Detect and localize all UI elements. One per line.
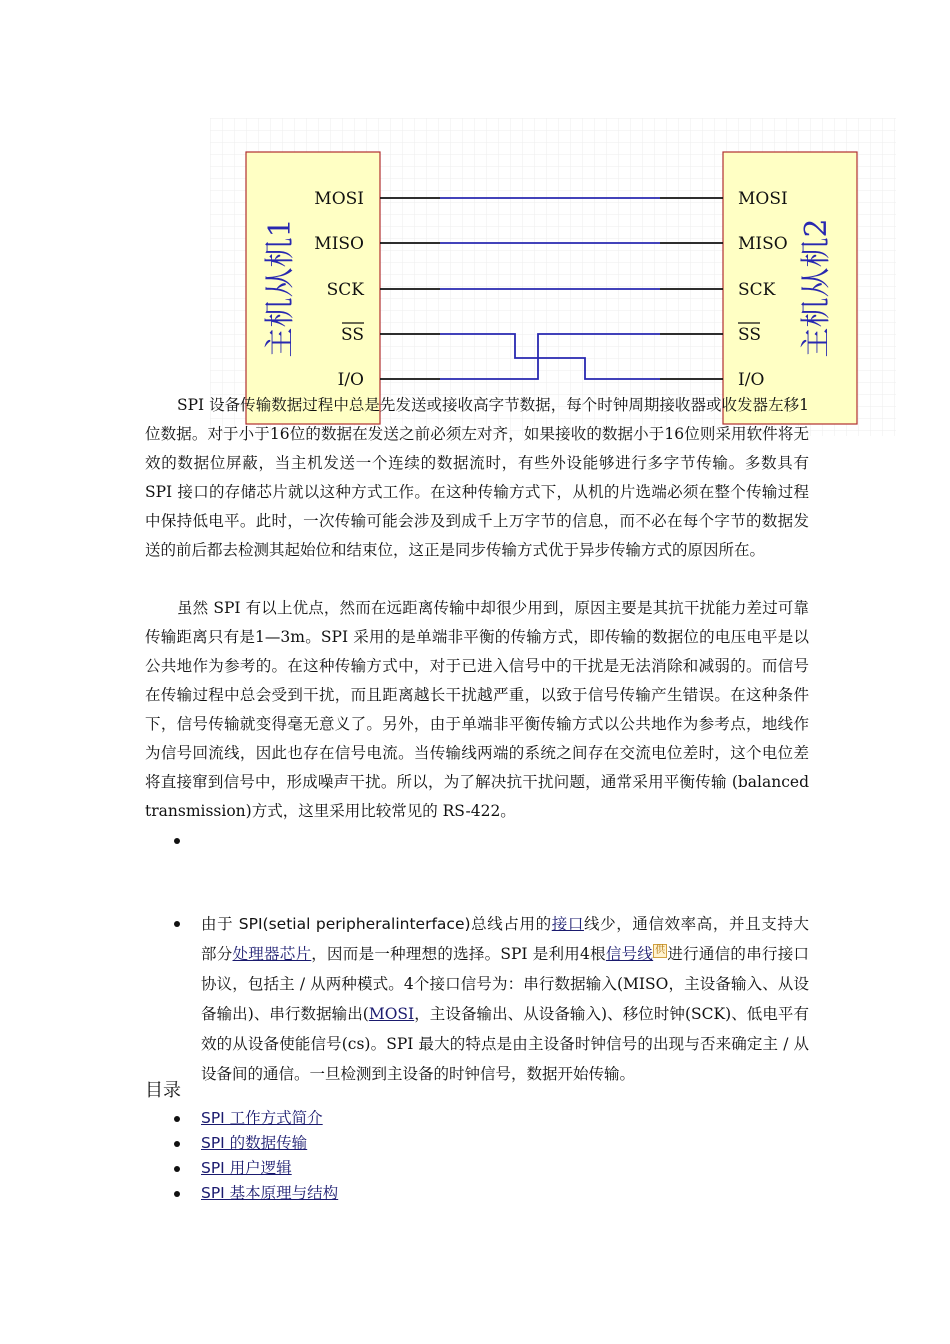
toc-link-user-logic[interactable]: SPI 用户逻辑: [201, 1159, 292, 1177]
right-pin-ss: SS: [738, 325, 761, 345]
left-pin-io: I/O: [337, 370, 364, 390]
right-pin-miso: MISO: [738, 234, 788, 254]
left-device-label: 主机从机1: [263, 218, 298, 358]
link-interface[interactable]: 接口: [551, 915, 584, 933]
toc-item: [172, 1181, 338, 1206]
link-mosi[interactable]: MOSI: [368, 1005, 415, 1023]
spi-connection-diagram: [210, 118, 896, 436]
right-pin-mosi: MOSI: [738, 189, 788, 209]
right-device-label: 主机从机2: [799, 218, 834, 358]
left-pin-miso: MISO: [314, 234, 364, 254]
paragraph-spi-intro: 由于 SPI(setial peripheralinterface)总线占用的接口线少，通信效率高，并且支持大部分处理器芯片，因而是一种理想的选择。SPI 是利用4根信号线 供 进行通信的串行接口协议，包括主 / 从两种模式。4个接口信号为：串行数据输入(MISO，主设备输入、从设备输出)、串行数据输出(MOSI，主设备输出、从设备输入)、移位时钟(SCK)、低电平有效的从设备使能信号(cs)。SPI 最大的特点是由主设备时钟信号的出现与否来确定主 / 从设备间的通信。一旦检测到主设备的时钟信号，数据开始传输。: [201, 915, 809, 1083]
right-pin-io: I/O: [738, 370, 765, 390]
toc-item: [172, 1106, 338, 1131]
left-pin-sck: SCK: [326, 280, 364, 300]
toc-item: [172, 1131, 338, 1156]
link-signal-line[interactable]: 信号线: [605, 945, 654, 963]
toc-title: 目录: [145, 1080, 181, 1101]
left-pin-ss: SS: [341, 325, 364, 345]
paragraph-spi-limitations: 虽然 SPI 有以上优点，然而在远距离传输中却很少用到，原因主要是其抗干扰能力差过可靠传输距离只有是1—3m。SPI 采用的是单端非平衡的传输方式，即传输的数据位的电压电平是以公共地作为参考的。在这种传输方式中，对于已进入信号中的干扰是无法消除和减弱的。而信号在传输过程中总会受到干扰，而且距离越长干扰越严重，以致于信号传输产生错误。在这种条件下，信号传输就变得毫无意义了。另外，由于单端非平衡传输方式以公共地作为参考点，地线作为信号回流线，因此也存在信号电流。当传输线两端的系统之间存在交流电位差时，这个电位差将直接窜到信号中，形成噪声干扰。所以，为了解决抗干扰问题，通常采用平衡传输 (balanced transmission)方式，这里采用比较常见的 RS-422。: [145, 599, 809, 820]
bullet-dot: [174, 921, 180, 927]
right-pin-sck: SCK: [738, 280, 776, 300]
empty-bullet: [174, 838, 180, 844]
toc-list: [172, 1106, 338, 1206]
toc-link-working-mode[interactable]: SPI 工作方式简介: [201, 1109, 323, 1127]
link-processor-chip[interactable]: 处理器芯片: [232, 945, 312, 963]
toc-link-data-transfer[interactable]: SPI 的数据传输: [201, 1134, 308, 1152]
left-pin-mosi: MOSI: [314, 189, 364, 209]
paragraph-spi-transfer: SPI 设备传输数据过程中总是先发送或接收高字节数据，每个时钟周期接收器或收发器左移1位数据。对于小于16位的数据在发送之前必须左对齐，如果接收的数据小于16位则采用软件将无效的数据位屏蔽，当主机发送一个连续的数据流时，有些外设能够进行多字节传输。多数具有 SPI 接口的存储芯片就以这种方式工作。在这种传输方式下，从机的片选端必须在整个传输过程中保持低电平。此时，一次传输可能会涉及到成千上万字节的信息，而不必在每个字节的数据发送的前后都去检测其起始位和结束位，这正是同步传输方式优于异步传输方式的原因所在。: [145, 396, 809, 559]
supply-tag-icon[interactable]: 供: [655, 944, 666, 956]
toc-item: [172, 1156, 338, 1181]
toc-link-principle[interactable]: SPI 基本原理与结构: [201, 1184, 339, 1202]
